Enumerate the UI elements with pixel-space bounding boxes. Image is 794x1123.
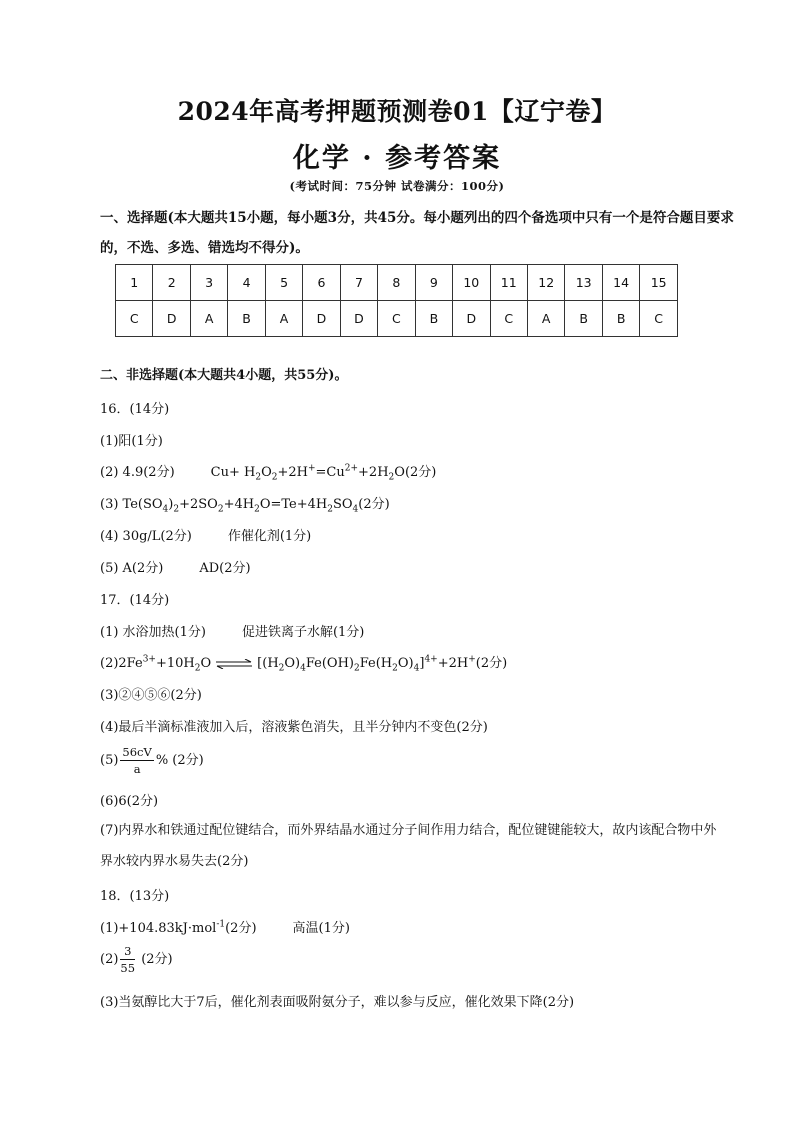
- q17-answer-6: (6)6(2分): [100, 794, 159, 809]
- question-number-cell: 13: [565, 265, 602, 301]
- q16-answer-5: (5) A(2分) AD(2分): [100, 561, 251, 576]
- answer-cell: B: [602, 301, 639, 337]
- q16-answer-4: (4) 30g/L(2分) 作催化剂(1分): [100, 529, 312, 544]
- question-number-cell: 5: [265, 265, 302, 301]
- answer-cell: C: [378, 301, 415, 337]
- question-number-cell: 12: [527, 265, 564, 301]
- q16-equation-2: $Cu+ H_2O_2+2H^+=Cu^{2+}+2H_2O(2$分): [210, 463, 437, 483]
- q16-answer-1: (1)阳(1分): [100, 434, 163, 449]
- question-number-cell: 11: [490, 265, 527, 301]
- q17-answer-2: $(2)2Fe^{3+}+10H_2O$ $[(H_2O)_4Fe(OH)_2Fe(H_2O)_4]^{4+}+2H^+(2$分): [100, 654, 508, 674]
- q16-answer-3: (3) $Te(SO_4)_2+2SO_2+4H_2O=Te+4H_2SO_4(2$分): [100, 497, 390, 515]
- q18-answer-1: (1)+104.83kJ·mol$^{-1}$(2分) 高温(1分): [100, 919, 350, 936]
- answer-cell: A: [190, 301, 227, 337]
- answer-cell: D: [153, 301, 190, 337]
- question-number-cell: 7: [340, 265, 377, 301]
- answer-cell: B: [228, 301, 265, 337]
- answer-cell: A: [527, 301, 564, 337]
- question-number-cell: 9: [415, 265, 452, 301]
- section2-heading: 二、非选择题(本大题共4小题，共55分)。: [100, 368, 348, 383]
- q17-answer-1: (1) 水浴加热(1分) 促进铁离子水解(1分): [100, 625, 365, 640]
- answer-cell: D: [303, 301, 340, 337]
- q17-answer-5: (5) $\frac{56cV}{a}$ % (2分): [100, 745, 204, 776]
- question-number-cell: 10: [453, 265, 490, 301]
- q18-heading: 18．(13分): [100, 889, 170, 904]
- q17-heading: 17．(14分): [100, 593, 170, 608]
- q16-heading: 16．(14分): [100, 402, 170, 417]
- answer-cell: D: [453, 301, 490, 337]
- fraction: $\frac{3}{55}$: [120, 944, 136, 975]
- q16-answer-2: (2) 4.9(2分) $Cu+ H_2O_2+2H^+=Cu^{2+}+2H_2O(2$分): [100, 463, 437, 483]
- question-number-cell: 8: [378, 265, 415, 301]
- answer-cell: D: [340, 301, 377, 337]
- question-number-cell: 6: [303, 265, 340, 301]
- equilibrium-arrow-icon: [215, 659, 253, 669]
- answer-cell: C: [116, 301, 153, 337]
- question-number-row: [116, 265, 678, 301]
- answer-row: [116, 301, 678, 337]
- choice-answer-table: [115, 264, 678, 337]
- question-number-cell: 15: [640, 265, 678, 301]
- answer-cell: B: [415, 301, 452, 337]
- answer-cell: C: [490, 301, 527, 337]
- answer-cell: C: [640, 301, 678, 337]
- q18-answer-3: (3)当氨醇比大于7后，催化剂表面吸附氨分子，难以参与反应，催化效果下降(2分): [100, 995, 575, 1010]
- page-title: 2024年高考押题预测卷01【辽宁卷】: [177, 97, 617, 126]
- q17-answer-4: (4)最后半滴标准液加入后，溶液紫色消失，且半分钟内不变色(2分): [100, 720, 488, 735]
- question-number-cell: 14: [602, 265, 639, 301]
- question-number-cell: 3: [190, 265, 227, 301]
- fraction: $\frac{56cV}{a}$: [122, 745, 152, 776]
- q18-answer-2: (2) $\frac{3}{55}$ (2分): [100, 944, 173, 975]
- question-number-cell: 1: [116, 265, 153, 301]
- exam-info: (考试时间：75分钟 试卷满分：100分): [289, 179, 505, 193]
- question-number-cell: 4: [228, 265, 265, 301]
- question-number-cell: 2: [153, 265, 190, 301]
- q17-answer-3: (3)②④⑤⑥(2分): [100, 688, 202, 703]
- q17-answer-7: (7)内界水和铁通过配位键结合，而外界结晶水通过分子间作用力结合，配位键键能较大，故内该配合物中外界水较内界水易失去(2分): [100, 823, 717, 869]
- answer-cell: B: [565, 301, 602, 337]
- section1-heading: 一、选择题(本大题共15小题，每小题3分，共45分。每小题列出的四个备选项中只有一个是符合题目要求的，不选、多选、错选均不得分)。: [100, 210, 734, 256]
- answer-cell: A: [265, 301, 302, 337]
- page-subtitle: 化学 · 参考答案: [292, 143, 502, 174]
